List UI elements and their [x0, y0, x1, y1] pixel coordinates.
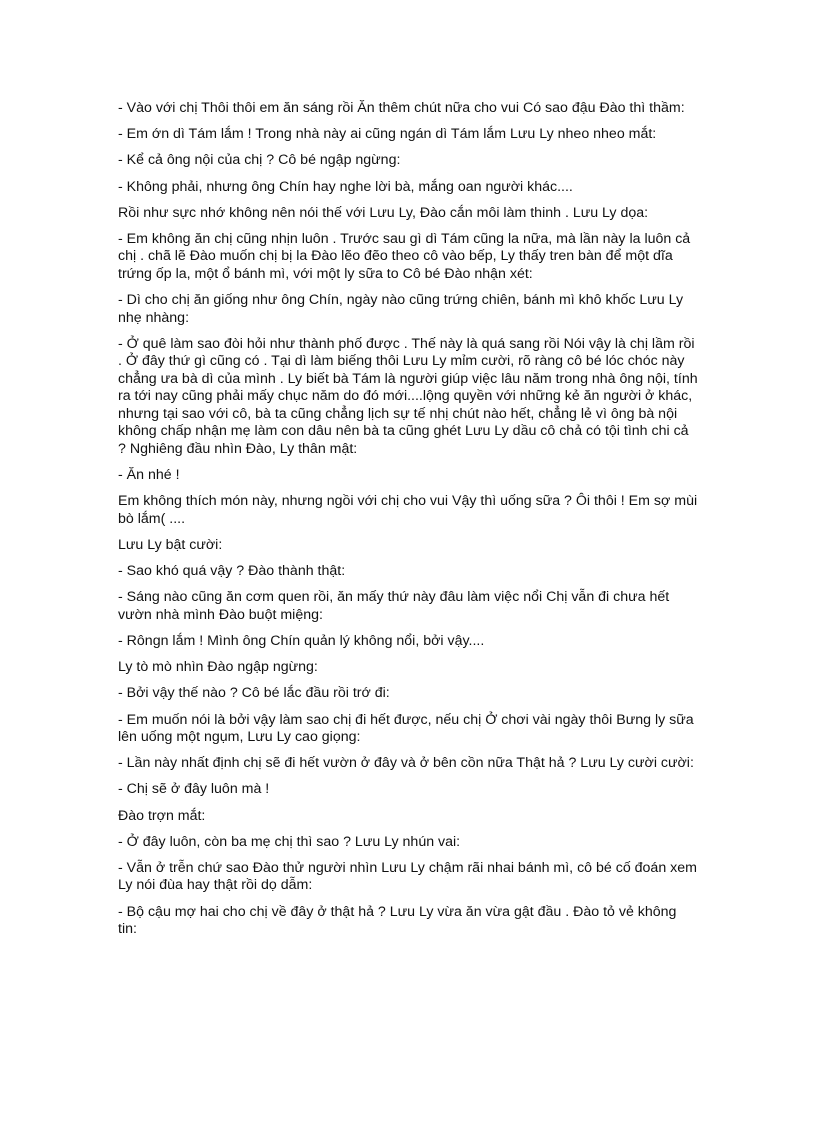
paragraph: - Vào với chị Thôi thôi em ăn sáng rồi Ăn thêm chút nữa cho vui Có sao đậu Đào thì thầm:	[118, 100, 685, 116]
paragraph: - Lần này nhất định chị sẽ đi hết vườn ở đây và ở bên cồn nữa Thật hả ? Lưu Ly cười cười:	[118, 755, 694, 772]
document-page	[118, 100, 698, 947]
paragraph: - Ăn nhé !	[118, 467, 180, 483]
paragraph: Ly tò mò nhìn Đào ngập ngừng:	[118, 659, 318, 676]
paragraph: - Bộ cậu mợ hai cho chị về đây ở thật hả ? Lưu Ly vừa ăn vừa gật đầu . Đào tỏ vẻ không tin:	[118, 903, 677, 938]
paragraph: Đào trợn mắt:	[118, 807, 206, 824]
paragraph: Lưu Ly bật cười:	[118, 536, 223, 553]
paragraph: - Em không ăn chị cũng nhịn luôn . Trước sau gì dì Tám cũng la nữa, mà lần này la luôn cả chị . chã lẽ Đào muốn chị bị la Đào lẽo đẽo theo cô vào bếp, Ly thấy tren bàn để một dĩa trứng ốp la, một ổ bánh mì, với một ly sữa to Cô bé Đào nhận xét:	[118, 230, 691, 282]
paragraph: - Em muốn nói là bởi vậy làm sao chị đi hết được, nếu chị Ở chơi vài ngày thôi Bưng ly sữa lên uống một ngụm, Lưu Ly cao giọng:	[118, 711, 694, 745]
paragraph: Em không thích món này, nhưng ngồi với chị cho vui Vậy thì uống sữa ? Ôi thôi ! Em sợ mùi bò lắm( ....	[118, 493, 698, 527]
paragraph: - Không phải, nhưng ông Chín hay nghe lời bà, mắng oan người khác....	[118, 178, 573, 195]
paragraph: - Vẫn ở trễn chứ sao Đào thử người nhìn Lưu Ly chậm rãi nhai bánh mì, cô bé cố đoán xem Ly nói đùa hay thật rồi dọ dẫm:	[118, 859, 697, 894]
paragraph: - Sáng nào cũng ăn cơm quen rồi, ăn mấy thứ này đâu làm việc nổi Chị vẫn đi chưa hết vườn nhà mình Đào buột miệng:	[118, 589, 670, 623]
paragraph: - Sao khó quá vậy ? Đào thành thật:	[118, 563, 346, 580]
paragraph: - Bởi vậy thế nào ? Cô bé lắc đầu rồi trớ đi:	[118, 685, 390, 702]
paragraph: Rồi như sực nhớ không nên nói thế với Lưu Ly, Đào cắn môi làm thinh . Lưu Ly dọa:	[118, 204, 649, 221]
paragraph: - Chị sẽ ở đây luôn mà !	[118, 781, 270, 798]
paragraph: - Rôngn lắm ! Mình ông Chín quản lý không nổi, bởi vậy....	[118, 632, 485, 649]
paragraph: - Ở quê làm sao đòi hỏi như thành phố được . Thế này là quá sang rồi Nói vậy là chị lầm rồi . Ở đây thứ gì cũng có . Tại dì làm biếng thôi Lưu Ly mỉm cười, rõ ràng cô bé lóc chóc này chẳng ưa bà dì của mình . Ly biết bà Tám là người giúp việc lâu năm trong nhà ông nội, tính ra tới nay cũng phải mấy chục năm do đó mới....lộng quyền với những kẻ ăn người ở khác, nhưng tại sao với cô, bà ta cũng chẳng lịch sự tế nhị chút nào hết, chẳng lẻ vì ông bà nội không chấp nhận mẹ làm con dâu nên bà ta cũng ghét Lưu Ly dầu cô chả có tội tình chi cả ? Nghiêng đầu nhìn Đào, Ly thân mật:	[118, 335, 698, 457]
paragraph: - Ở đây luôn, còn ba mẹ chị thì sao ? Lưu Ly nhún vai:	[118, 833, 461, 850]
paragraph: - Dì cho chị ăn giống như ông Chín, ngày nào cũng trứng chiên, bánh mì khô khốc Lưu Ly nhẹ nhàng:	[118, 292, 684, 326]
paragraph: - Em ớn dì Tám lắm ! Trong nhà này ai cũng ngán dì Tám lắm Lưu Ly nheo nheo mắt:	[118, 126, 657, 143]
paragraph: - Kể cả ông nội của chị ? Cô bé ngập ngừng:	[118, 152, 401, 169]
